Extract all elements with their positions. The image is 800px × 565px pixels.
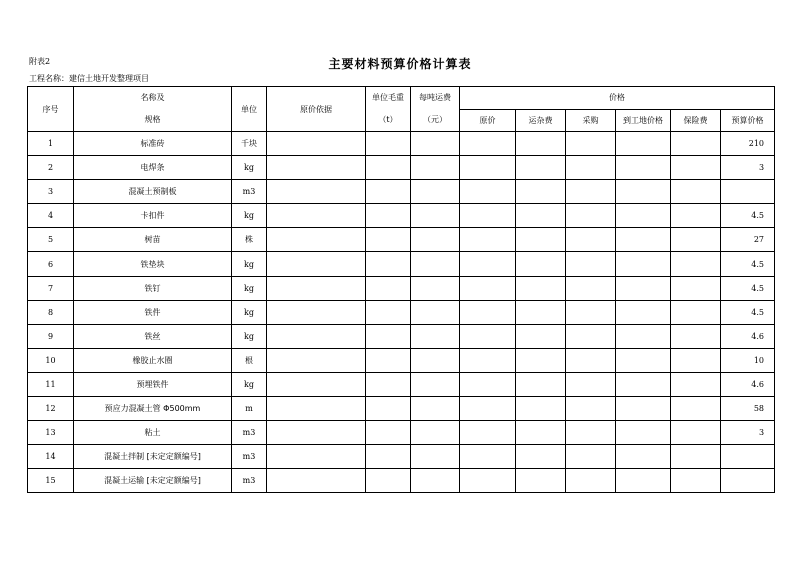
cell-seq: 15	[28, 469, 74, 493]
header-freight-line1: 每吨运费	[419, 93, 451, 102]
header-name	[74, 87, 232, 132]
cell-misc-freight	[516, 252, 566, 276]
cell-budget-price: 4.5	[721, 276, 775, 300]
cell-insurance	[671, 276, 721, 300]
cell-original-price	[460, 156, 516, 180]
cell-original-price	[460, 469, 516, 493]
project-name: 工程名称：建信土地开发整理项目	[29, 74, 149, 83]
cell-insurance	[671, 445, 721, 469]
cell-name: 预应力混凝土管 Φ500mm	[74, 397, 232, 421]
cell-original-price	[460, 252, 516, 276]
cell-basis	[267, 324, 366, 348]
cell-budget-price: 3	[721, 156, 775, 180]
cell-budget-price: 3	[721, 421, 775, 445]
cell-site-price	[616, 132, 671, 156]
header-insurance: 保险费	[671, 109, 721, 132]
cell-seq: 11	[28, 372, 74, 396]
cell-procurement	[566, 204, 616, 228]
cell-weight	[366, 204, 411, 228]
header-basis: 原价依据	[267, 87, 366, 132]
cell-insurance	[671, 228, 721, 252]
cell-unit: kg	[232, 252, 267, 276]
table-row	[28, 276, 775, 300]
cell-misc-freight	[516, 397, 566, 421]
header-price-group: 价格	[460, 87, 775, 110]
cell-unit: kg	[232, 156, 267, 180]
table-row	[28, 300, 775, 324]
cell-misc-freight	[516, 469, 566, 493]
cell-misc-freight	[516, 445, 566, 469]
table-row	[28, 132, 775, 156]
cell-freight	[411, 372, 460, 396]
cell-unit: kg	[232, 276, 267, 300]
table-row	[28, 348, 775, 372]
cell-name: 电焊条	[74, 156, 232, 180]
table-row	[28, 445, 775, 469]
cell-misc-freight	[516, 300, 566, 324]
header-unit: 单位	[232, 87, 267, 132]
header-weight	[366, 87, 411, 132]
cell-name: 混凝土拌制 [未定定额编号]	[74, 445, 232, 469]
cell-weight	[366, 348, 411, 372]
header-budget-price: 预算价格	[721, 109, 775, 132]
cell-budget-price: 58	[721, 397, 775, 421]
cell-original-price	[460, 204, 516, 228]
cell-freight	[411, 180, 460, 204]
cell-insurance	[671, 252, 721, 276]
cell-procurement	[566, 228, 616, 252]
cell-unit: kg	[232, 300, 267, 324]
cell-insurance	[671, 469, 721, 493]
cell-unit: m3	[232, 445, 267, 469]
cell-name: 铁丝	[74, 324, 232, 348]
cell-basis	[267, 132, 366, 156]
cell-budget-price: 4.5	[721, 204, 775, 228]
cell-original-price	[460, 445, 516, 469]
table-row	[28, 228, 775, 252]
cell-misc-freight	[516, 421, 566, 445]
cell-site-price	[616, 445, 671, 469]
cell-unit: kg	[232, 372, 267, 396]
cell-unit: 千块	[232, 132, 267, 156]
header-weight-line1: 单位毛重	[372, 93, 404, 102]
cell-procurement	[566, 397, 616, 421]
cell-seq: 9	[28, 324, 74, 348]
table-row	[28, 372, 775, 396]
cell-weight	[366, 180, 411, 204]
cell-weight	[366, 324, 411, 348]
header-misc-freight: 运杂费	[516, 109, 566, 132]
header-freight	[411, 87, 460, 132]
table-row	[28, 421, 775, 445]
cell-seq: 3	[28, 180, 74, 204]
cell-insurance	[671, 372, 721, 396]
cell-unit: kg	[232, 324, 267, 348]
cell-basis	[267, 421, 366, 445]
cell-freight	[411, 252, 460, 276]
cell-site-price	[616, 300, 671, 324]
cell-budget-price	[721, 445, 775, 469]
cell-name: 混凝土运输 [未定定额编号]	[74, 469, 232, 493]
cell-budget-price: 4.6	[721, 372, 775, 396]
cell-insurance	[671, 348, 721, 372]
cell-unit: m3	[232, 180, 267, 204]
cell-insurance	[671, 397, 721, 421]
header-freight-line2: （元）	[423, 115, 447, 124]
cell-original-price	[460, 348, 516, 372]
cell-insurance	[671, 204, 721, 228]
cell-misc-freight	[516, 348, 566, 372]
cell-freight	[411, 397, 460, 421]
page-title: 主要材料预算价格计算表	[328, 57, 472, 71]
cell-name: 橡胶止水圈	[74, 348, 232, 372]
cell-original-price	[460, 180, 516, 204]
cell-name: 铁垫块	[74, 252, 232, 276]
cell-freight	[411, 469, 460, 493]
cell-basis	[267, 156, 366, 180]
cell-name: 混凝土预制板	[74, 180, 232, 204]
cell-site-price	[616, 397, 671, 421]
cell-name: 标准砖	[74, 132, 232, 156]
cell-weight	[366, 276, 411, 300]
table-row	[28, 180, 775, 204]
cell-basis	[267, 445, 366, 469]
cell-misc-freight	[516, 276, 566, 300]
cell-original-price	[460, 421, 516, 445]
cell-procurement	[566, 469, 616, 493]
cell-budget-price: 4.5	[721, 252, 775, 276]
cell-basis	[267, 180, 366, 204]
cell-freight	[411, 348, 460, 372]
header-weight-line2: （t）	[378, 115, 398, 124]
cell-seq: 1	[28, 132, 74, 156]
cell-misc-freight	[516, 180, 566, 204]
cell-unit: 株	[232, 228, 267, 252]
cell-misc-freight	[516, 372, 566, 396]
cell-name: 卡扣件	[74, 204, 232, 228]
cell-freight	[411, 300, 460, 324]
header-name-line2: 规格	[144, 115, 161, 124]
cell-name: 铁件	[74, 300, 232, 324]
cell-seq: 5	[28, 228, 74, 252]
cell-name: 粘土	[74, 421, 232, 445]
cell-seq: 7	[28, 276, 74, 300]
table-row	[28, 156, 775, 180]
cell-seq: 6	[28, 252, 74, 276]
cell-unit: kg	[232, 204, 267, 228]
header-original-price: 原价	[460, 109, 516, 132]
cell-weight	[366, 397, 411, 421]
cell-weight	[366, 156, 411, 180]
header-seq: 序号	[28, 87, 74, 132]
cell-site-price	[616, 469, 671, 493]
cell-budget-price	[721, 469, 775, 493]
cell-insurance	[671, 132, 721, 156]
cell-seq: 13	[28, 421, 74, 445]
cell-freight	[411, 156, 460, 180]
cell-weight	[366, 421, 411, 445]
cell-freight	[411, 228, 460, 252]
cell-procurement	[566, 445, 616, 469]
cell-weight	[366, 469, 411, 493]
cell-name: 树苗	[74, 228, 232, 252]
cell-original-price	[460, 300, 516, 324]
cell-freight	[411, 204, 460, 228]
cell-insurance	[671, 421, 721, 445]
cell-procurement	[566, 372, 616, 396]
cell-budget-price: 27	[721, 228, 775, 252]
cell-freight	[411, 324, 460, 348]
cell-misc-freight	[516, 228, 566, 252]
cell-site-price	[616, 156, 671, 180]
table-row	[28, 252, 775, 276]
cell-original-price	[460, 276, 516, 300]
cell-original-price	[460, 324, 516, 348]
cell-basis	[267, 204, 366, 228]
header-procurement: 采购	[566, 109, 616, 132]
cell-basis	[267, 372, 366, 396]
cell-freight	[411, 445, 460, 469]
table-row	[28, 204, 775, 228]
cell-basis	[267, 397, 366, 421]
cell-seq: 8	[28, 300, 74, 324]
price-table	[27, 86, 775, 493]
cell-weight	[366, 372, 411, 396]
cell-freight	[411, 276, 460, 300]
cell-seq: 2	[28, 156, 74, 180]
cell-basis	[267, 228, 366, 252]
cell-basis	[267, 348, 366, 372]
cell-unit: m3	[232, 469, 267, 493]
header-name-line1: 名称及	[140, 93, 165, 102]
cell-procurement	[566, 180, 616, 204]
cell-site-price	[616, 421, 671, 445]
cell-budget-price: 4.6	[721, 324, 775, 348]
cell-basis	[267, 252, 366, 276]
cell-unit: m	[232, 397, 267, 421]
cell-misc-freight	[516, 156, 566, 180]
cell-name: 预埋铁件	[74, 372, 232, 396]
cell-procurement	[566, 421, 616, 445]
cell-procurement	[566, 300, 616, 324]
cell-insurance	[671, 180, 721, 204]
cell-budget-price: 210	[721, 132, 775, 156]
cell-original-price	[460, 228, 516, 252]
cell-basis	[267, 300, 366, 324]
table-row	[28, 324, 775, 348]
cell-procurement	[566, 156, 616, 180]
cell-seq: 14	[28, 445, 74, 469]
cell-weight	[366, 228, 411, 252]
cell-site-price	[616, 204, 671, 228]
cell-seq: 12	[28, 397, 74, 421]
cell-misc-freight	[516, 204, 566, 228]
cell-site-price	[616, 372, 671, 396]
cell-original-price	[460, 372, 516, 396]
cell-basis	[267, 276, 366, 300]
cell-unit: 根	[232, 348, 267, 372]
cell-seq: 10	[28, 348, 74, 372]
cell-site-price	[616, 324, 671, 348]
cell-budget-price: 4.5	[721, 300, 775, 324]
cell-name: 铁钉	[74, 276, 232, 300]
cell-freight	[411, 132, 460, 156]
cell-basis	[267, 469, 366, 493]
appendix-label: 附表2	[29, 57, 51, 66]
cell-seq: 4	[28, 204, 74, 228]
cell-freight	[411, 421, 460, 445]
cell-site-price	[616, 252, 671, 276]
header-site-price: 到工地价格	[616, 109, 671, 132]
cell-procurement	[566, 132, 616, 156]
cell-weight	[366, 445, 411, 469]
cell-procurement	[566, 324, 616, 348]
cell-insurance	[671, 156, 721, 180]
cell-misc-freight	[516, 132, 566, 156]
cell-site-price	[616, 276, 671, 300]
cell-site-price	[616, 180, 671, 204]
cell-original-price	[460, 132, 516, 156]
cell-insurance	[671, 300, 721, 324]
cell-procurement	[566, 348, 616, 372]
cell-site-price	[616, 228, 671, 252]
cell-weight	[366, 300, 411, 324]
cell-original-price	[460, 397, 516, 421]
cell-site-price	[616, 348, 671, 372]
table-row	[28, 397, 775, 421]
cell-weight	[366, 132, 411, 156]
cell-procurement	[566, 252, 616, 276]
cell-weight	[366, 252, 411, 276]
cell-insurance	[671, 324, 721, 348]
cell-budget-price	[721, 180, 775, 204]
cell-budget-price: 10	[721, 348, 775, 372]
cell-unit: m3	[232, 421, 267, 445]
cell-misc-freight	[516, 324, 566, 348]
cell-procurement	[566, 276, 616, 300]
table-row	[28, 469, 775, 493]
